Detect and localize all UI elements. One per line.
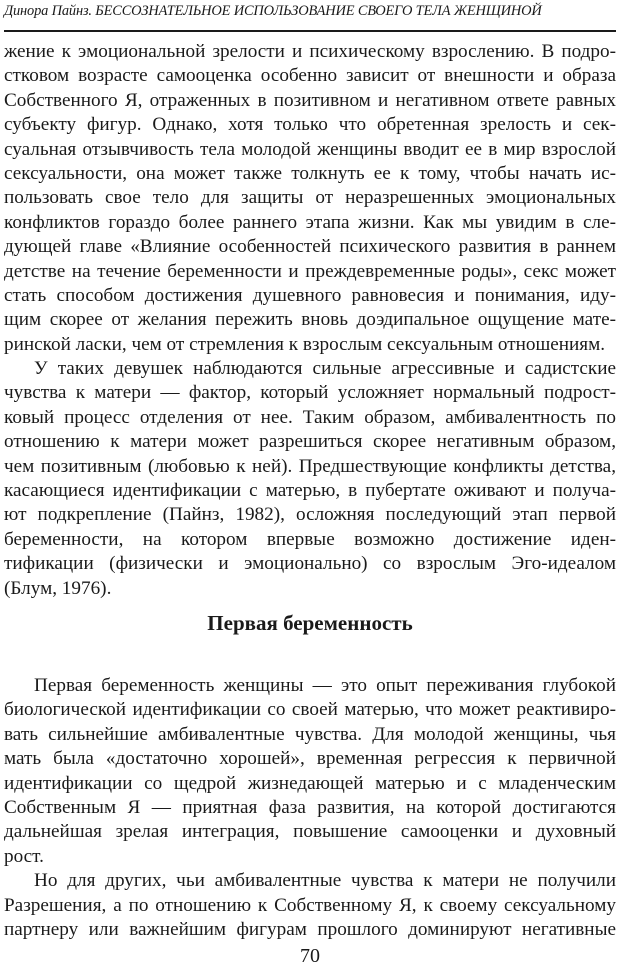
text-line: Разрешения, а по отношению к Собственному Я, к своему сексуальному <box>4 894 616 916</box>
text-line: дующей главе «Влияние особенностей психического развития в раннем <box>4 236 616 258</box>
text-line: вать сильнейшие амбивалентные чувства. Для молодой женщины, чья <box>4 723 616 745</box>
text-line: стковом возрасте самооценка особенно зависит от внешности и образа <box>4 65 616 87</box>
text-line: (Блум, 1976). <box>4 577 112 599</box>
text-line: Первая беременность женщины — это опыт переживания глубокой <box>34 675 616 696</box>
text-line: партнеру или важнейшим фигурам прошлого доминируют негативные <box>4 918 616 940</box>
page-number: 70 <box>300 945 320 967</box>
text-line: жение к эмоциональной зрелости и психическому взрослению. В подро- <box>4 41 616 62</box>
text-block-upper <box>4 40 616 601</box>
text-line: У таких девушек наблюдаются сильные агрессивные и садистские <box>34 358 616 380</box>
text-line: Собственного Я, отраженных в позитивном и негативном ответе равных <box>4 89 616 111</box>
text-line: конфликтов гораздо более раннего этапа жизни. Как мы увидим в сле- <box>4 211 616 233</box>
text-line: чувства к матери — фактор, который усложняет нормальный подрост- <box>4 382 616 404</box>
header-rule <box>4 30 616 32</box>
running-header: Динора Пайнз. БЕССОЗНАТЕЛЬНОЕ ИСПОЛЬЗОВАНИЕ СВОЕГО ТЕЛА ЖЕНЩИНОЙ <box>4 3 542 19</box>
text-line: стать способом достижения душевного равновесия и понимания, иду- <box>4 284 616 306</box>
text-line: дальнейшая зрелая интеграция, повышение самооценки и духовный <box>4 821 616 843</box>
text-line: идентификации со щедрой жизнедающей матерью и с младенческим <box>4 772 616 794</box>
text-line: детстве на течение беременности и преждевременные роды», секс может <box>4 260 616 282</box>
text-line: суальная отзывчивость тела молодой женщины вводит ее в мир взрослой <box>4 138 616 160</box>
text-line: пользовать свое тело для защиты от неразрешенных эмоциональных <box>4 187 616 209</box>
text-line: биологической идентификации со своей матерью, что может реактивиро- <box>4 699 616 721</box>
text-line: ринской ласки, чем от стремления к взрослым сексуальным отношениям. <box>4 333 606 355</box>
text-line: сексуальности, она может также толкнуть ее к тому, чтобы начать ис- <box>4 162 616 184</box>
text-line: Но для других, чьи амбивалентные чувства к матери не получили <box>34 870 616 892</box>
text-line: рост. <box>4 845 44 867</box>
section-heading: Первая беременность <box>207 611 413 635</box>
text-line: беременности, на котором впервые возможно достижение иден- <box>4 528 616 550</box>
text-line: касающиеся идентификации с матерью, в пубертате оживают и получа- <box>4 480 616 502</box>
text-line: тификации (физически и эмоционально) со взрослым Эго-идеалом <box>4 553 616 575</box>
text-line: щим скорее от желания пережить вновь доэдипальное ощущение мате- <box>4 309 616 331</box>
text-line: Собственным Я — приятная фаза развития, на которой достигаются <box>4 796 616 818</box>
text-line: мать была «достаточно хорошей», временная регрессия к первичной <box>4 748 616 770</box>
text-line: ковый процесс отделения от нее. Таким образом, амбивалентность по <box>4 406 616 428</box>
text-line: чем позитивным (любовью к ней). Предшествующие конфликты детства, <box>4 455 616 477</box>
text-line: ют подкрепление (Пайнз, 1982), осложняя последующий этап первой <box>4 504 616 526</box>
text-line: отношению к матери может разрешиться скорее негативным образом, <box>4 431 616 453</box>
text-line: субъекту фигур. Однако, хотя только что обретенная зрелость и сек- <box>4 114 616 136</box>
text-block-lower <box>4 674 616 942</box>
